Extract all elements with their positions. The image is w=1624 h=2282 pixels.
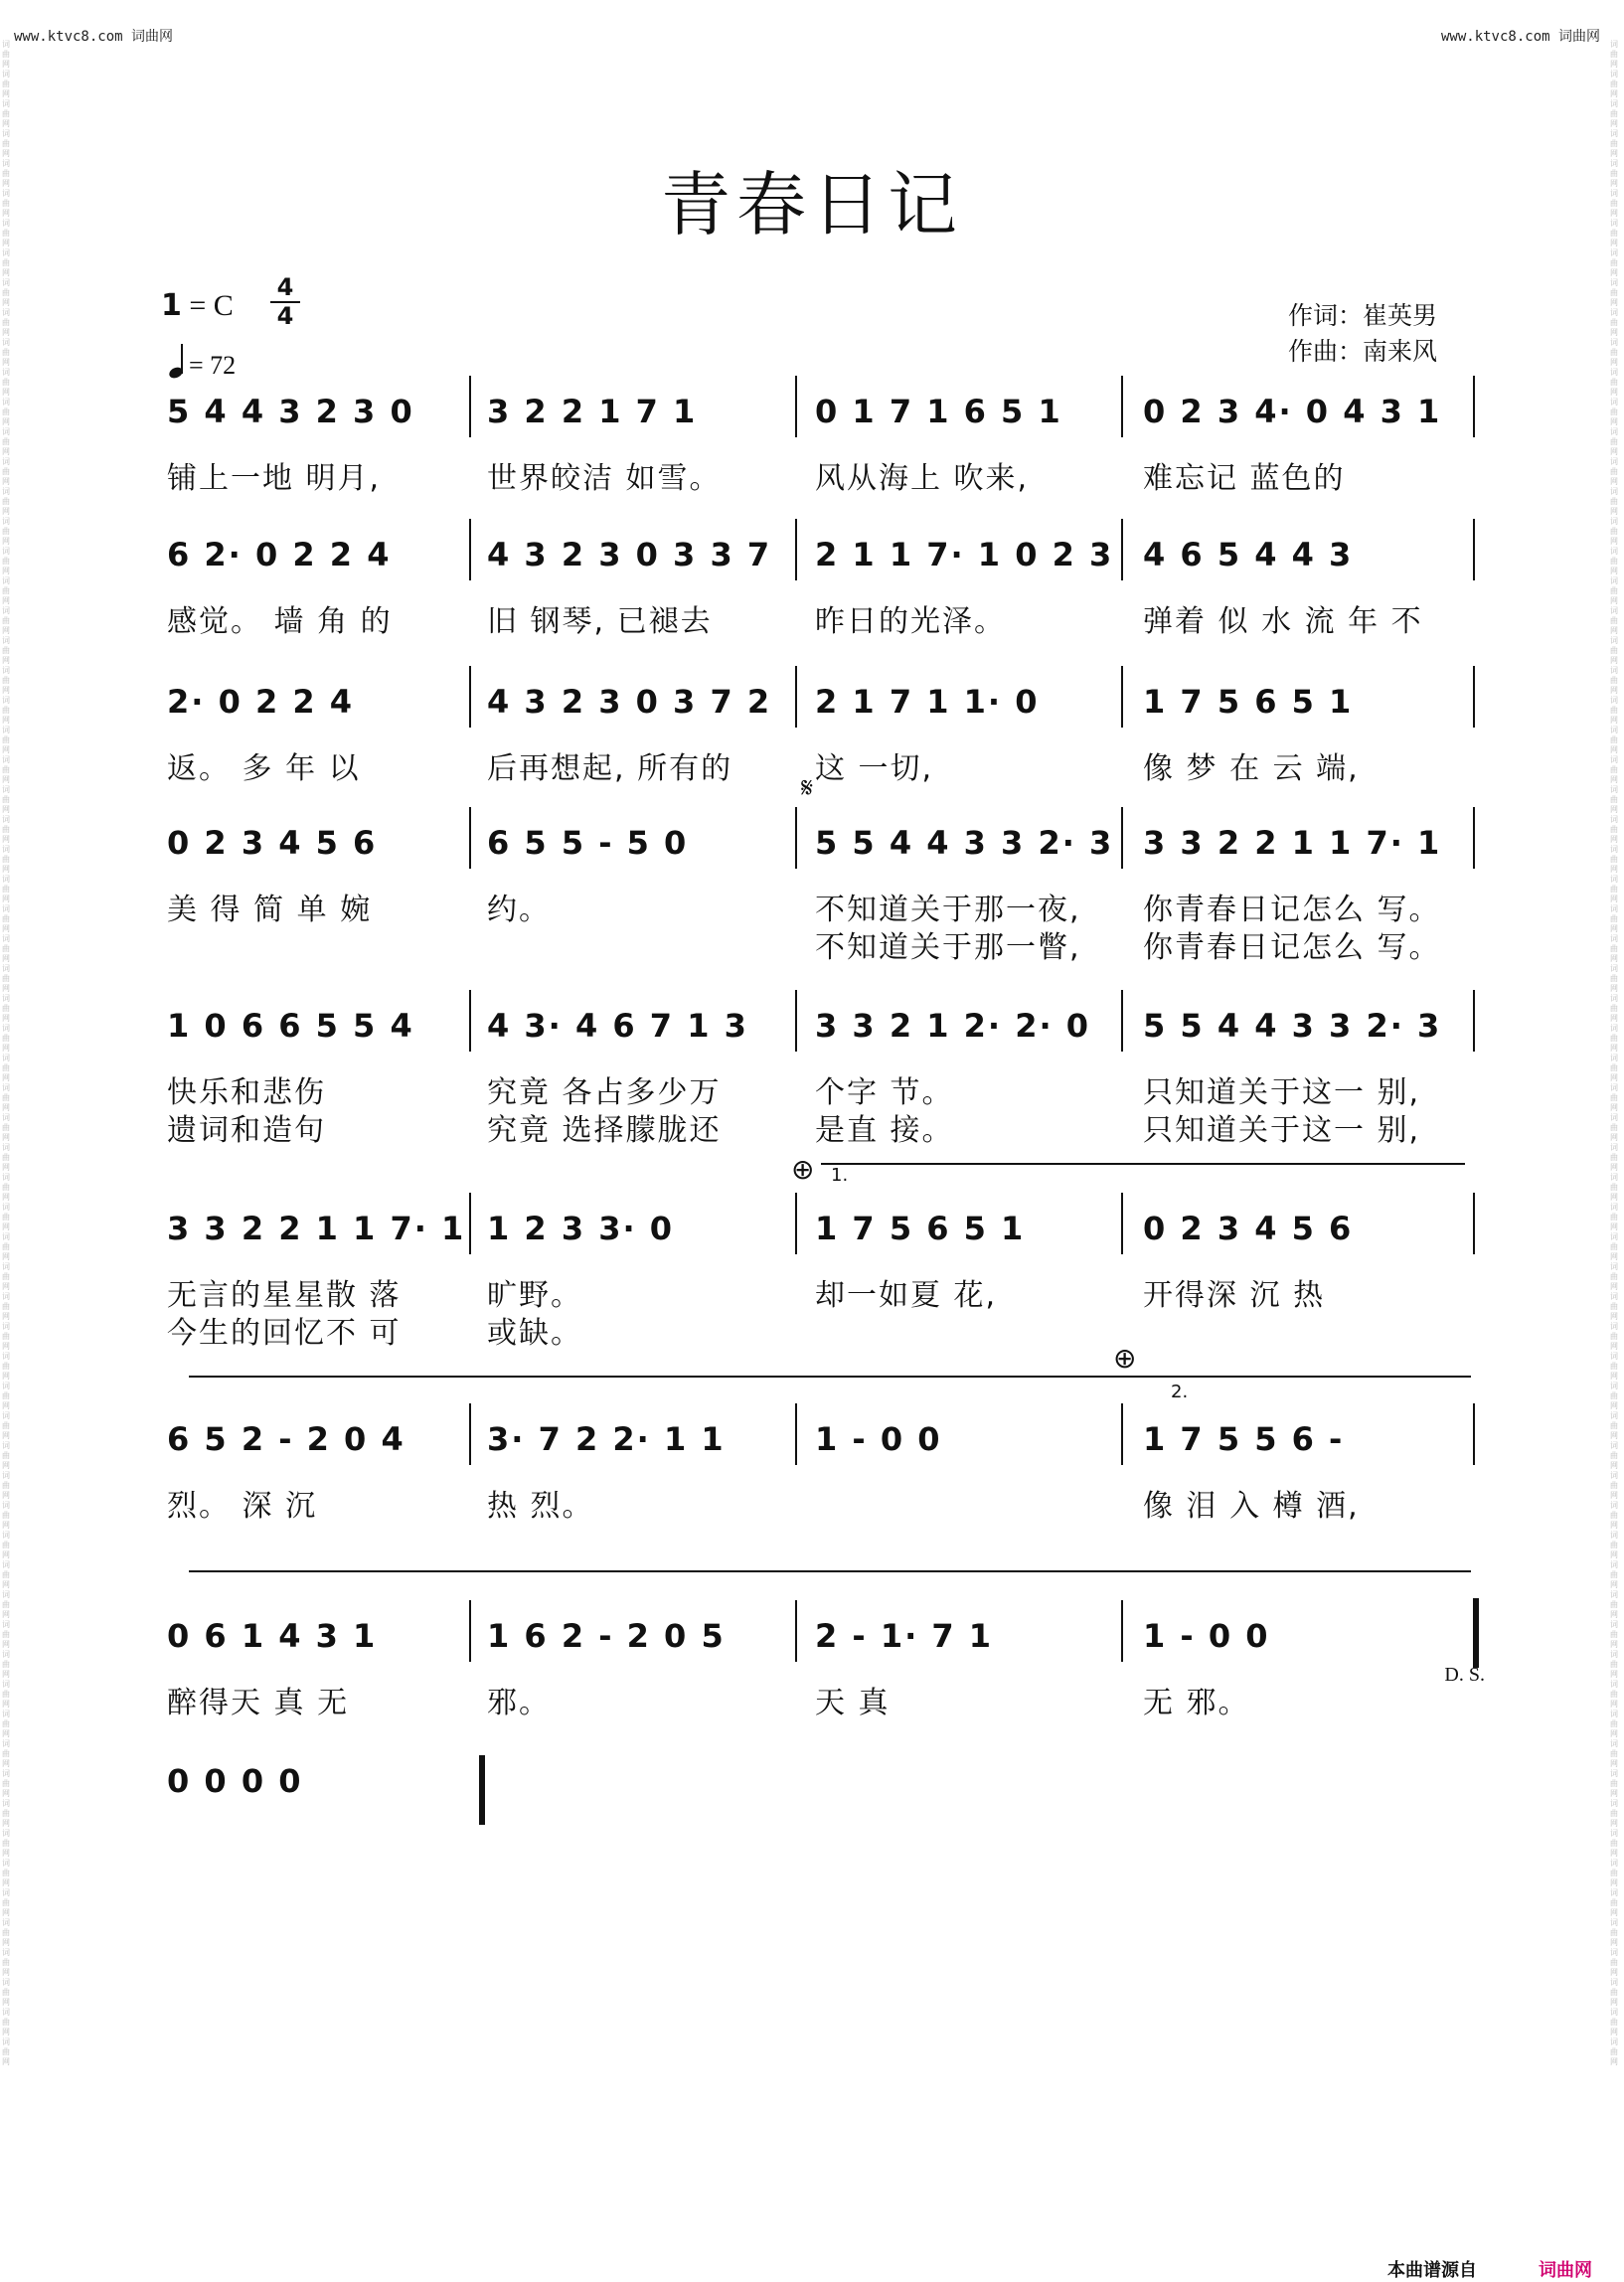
lyric-segment: 美 得 简 单 婉 (167, 893, 373, 927)
measure: 5 4 4 3 2 3 0 (167, 393, 414, 430)
volta-1-label: 1. (831, 1165, 849, 1186)
measure: 1 7 5 6 5 1 (1143, 683, 1354, 721)
measure: 1 2 3 3· 0 (487, 1210, 675, 1247)
lyric-segment: 你青春日记怎么 写。 (1143, 930, 1441, 965)
lyric-segment: 无 邪。 (1143, 1686, 1250, 1720)
measure: 0 2 3 4 5 6 (167, 824, 378, 862)
footer-site: 词曲网 (1539, 2260, 1592, 2281)
lyric-segment: 天 真 (815, 1686, 891, 1720)
barline (795, 1600, 797, 1662)
time-signature (270, 274, 300, 330)
barline (1473, 807, 1475, 869)
barline (795, 376, 797, 437)
lyric-segment: 今生的回忆不 可 (167, 1316, 402, 1351)
staff-row (0, 382, 1624, 441)
lyric-segment: 返。 多 年 以 (167, 751, 361, 786)
barline (1473, 666, 1475, 728)
measure: 6 5 5 - 5 0 (487, 824, 689, 862)
measure: 2· 0 2 2 4 (167, 683, 355, 721)
barline (1121, 376, 1123, 437)
barline (1473, 1193, 1475, 1254)
song-title: 青春日记 (661, 164, 963, 245)
lyric-segment: 不知道关于那一夜, (815, 893, 1081, 927)
staff-row (0, 1606, 1624, 1666)
measure: 3 3 2 2 1 1 7· 1 (167, 1210, 466, 1247)
lyric-segment: 感觉。 墙 角 的 (167, 604, 393, 639)
barline (1121, 1193, 1123, 1254)
ds-marking: D. S. (1444, 1664, 1485, 1686)
barline (469, 519, 471, 580)
measure: 1 - 0 0 (815, 1420, 942, 1458)
lyric-segment: 难忘记 蓝色的 (1143, 461, 1346, 496)
measure: 1 - 0 0 (1143, 1617, 1270, 1655)
barline (1121, 1403, 1123, 1465)
barline (1473, 376, 1475, 437)
barline (795, 807, 797, 869)
final-barline (1473, 1598, 1479, 1668)
lyric-segment: 你青春日记怎么 写。 (1143, 893, 1441, 927)
lyricist: 作词：崔英男 (1288, 301, 1438, 330)
watermark-right: 词曲网词曲网词曲网词曲网词曲网词曲网词曲网词曲网词曲网词曲网词曲网词曲网词曲网词曲网词曲网词曲网词曲网词曲网词曲网词曲网词曲网词曲网词曲网词曲网词曲网词曲网词曲网词曲网词曲网词曲网词曲网词曲网词曲网词曲网词曲网词曲网词曲网词曲网词曲网词曲网词曲网词曲网词曲网词曲网词曲网词曲网词曲网词曲网词曲网词曲网词曲网词曲网词曲网词曲网词曲网词曲网词曲网词曲网词曲网词曲网词曲网词曲网词曲网词曲网词曲网词曲网词曲网词曲网 (1610, 40, 1618, 2066)
measure: 0 1 7 1 6 5 1 (815, 393, 1062, 430)
measure: 2 1 7 1 1· 0 (815, 683, 1040, 721)
measure: 6 2· 0 2 2 4 (167, 536, 392, 573)
volta-2-line-cont (189, 1570, 1471, 1572)
quarter-note-icon (169, 344, 189, 378)
barline (1121, 807, 1123, 869)
tempo-marking (169, 344, 236, 381)
measure: 1 6 2 - 2 0 5 (487, 1617, 726, 1655)
lyric-segment: 是直 接。 (815, 1113, 954, 1148)
staff-row (0, 1409, 1624, 1469)
lyric-segment: 铺上一地 明月, (167, 461, 382, 496)
lyric-segment: 只知道关于这一 别, (1143, 1075, 1421, 1110)
measure: 3 2 2 1 7 1 (487, 393, 698, 430)
barline (795, 666, 797, 728)
barline (469, 376, 471, 437)
lyric-segment: 这 一切, (815, 751, 934, 786)
lyric-segment: 风从海上 吹来, (815, 461, 1030, 496)
measure: 4 3· 4 6 7 1 3 (487, 1007, 748, 1045)
lyric-segment: 个字 节。 (815, 1075, 954, 1110)
time-signature-bottom: 4 (276, 302, 294, 330)
lyric-segment: 邪。 (487, 1686, 551, 1720)
staff-row (0, 525, 1624, 584)
measure: 0 0 0 0 (167, 1762, 303, 1800)
barline (795, 990, 797, 1052)
barline (1473, 1403, 1475, 1465)
measure: 4 3 2 3 0 3 3 7 (487, 536, 772, 573)
segno-icon: 𝄋 (801, 771, 814, 804)
lyric-segment: 像 梦 在 云 端, (1143, 751, 1360, 786)
staff-row (0, 996, 1624, 1056)
measure: 4 6 5 4 4 3 (1143, 536, 1354, 573)
measure: 0 2 3 4· 0 4 3 1 (1143, 393, 1442, 430)
measure: 3 3 2 1 2· 2· 0 (815, 1007, 1091, 1045)
staff-row (0, 672, 1624, 732)
end-barline (479, 1755, 485, 1825)
lyric-segment: 昨日的光泽。 (815, 604, 1006, 639)
measure: 5 5 4 4 3 3 2· 3 (1143, 1007, 1442, 1045)
header-left-url: www.ktvc8.com 词曲网 (14, 29, 174, 45)
measure: 2 - 1· 7 1 (815, 1617, 994, 1655)
measure: 4 3 2 3 0 3 7 2 (487, 683, 772, 721)
barline (795, 1193, 797, 1254)
lyric-segment: 热 烈。 (487, 1489, 594, 1524)
lyric-segment: 或缺。 (487, 1316, 582, 1351)
lyric-segment: 无言的星星散 落 (167, 1278, 402, 1313)
barline (1121, 1600, 1123, 1662)
lyric-segment: 像 泪 入 樽 酒, (1143, 1489, 1360, 1524)
lyric-segment: 世界皎洁 如雪。 (487, 461, 722, 496)
measure: 0 6 1 4 3 1 (167, 1617, 378, 1655)
measure: 1 7 5 6 5 1 (815, 1210, 1026, 1247)
barline (469, 1193, 471, 1254)
staff-row (0, 1751, 1624, 1811)
barline (1473, 519, 1475, 580)
barline (795, 1403, 797, 1465)
tempo-value: = 72 (189, 351, 237, 380)
lyric-segment: 后再想起, 所有的 (487, 751, 733, 786)
lyric-segment: 遗词和造句 (167, 1113, 326, 1148)
lyric-segment: 烈。 深 沉 (167, 1489, 318, 1524)
lyric-segment: 究竟 各占多少万 (487, 1075, 722, 1110)
lyric-segment: 究竟 选择朦胧还 (487, 1113, 722, 1148)
measure: 1 0 6 6 5 5 4 (167, 1007, 414, 1045)
barline (1121, 519, 1123, 580)
lyric-segment: 开得深 沉 热 (1143, 1278, 1326, 1313)
measure: 0 2 3 4 5 6 (1143, 1210, 1354, 1247)
measure: 2 1 1 7· 1 0 2 3 (815, 536, 1114, 573)
barline (1121, 666, 1123, 728)
lyric-segment: 约。 (487, 893, 551, 927)
measure: 5 5 4 4 3 3 2· 3 (815, 824, 1114, 862)
measure: 1 7 5 5 6 - (1143, 1420, 1345, 1458)
barline (469, 666, 471, 728)
barline (469, 990, 471, 1052)
lyric-segment: 只知道关于这一 别, (1143, 1113, 1421, 1148)
lyric-segment: 旷野。 (487, 1278, 582, 1313)
lyric-segment: 醉得天 真 无 (167, 1686, 350, 1720)
barline (469, 1403, 471, 1465)
barline (469, 1600, 471, 1662)
measure: 3· 7 2 2· 1 1 (487, 1420, 726, 1458)
staff-row (0, 1199, 1624, 1258)
volta-2-label: 2. (1171, 1382, 1189, 1402)
barline (795, 519, 797, 580)
barline (469, 807, 471, 869)
lyric-segment: 快乐和悲伤 (167, 1075, 326, 1110)
volta-2-line (189, 1376, 1471, 1378)
coda-icon-2: ⊕ (1113, 1342, 1137, 1375)
header-right-url: www.ktvc8.com 词曲网 (1440, 29, 1600, 45)
credits (1288, 298, 1437, 370)
footer-source: 本曲谱源自 (1387, 2260, 1477, 2281)
time-signature-top: 4 (270, 274, 300, 303)
composer: 作曲：南来风 (1288, 337, 1438, 366)
barline (1473, 990, 1475, 1052)
key-signature: 1 = C (161, 288, 234, 323)
volta-1-line (821, 1163, 1465, 1165)
watermark-left: 词曲网词曲网词曲网词曲网词曲网词曲网词曲网词曲网词曲网词曲网词曲网词曲网词曲网词曲网词曲网词曲网词曲网词曲网词曲网词曲网词曲网词曲网词曲网词曲网词曲网词曲网词曲网词曲网词曲网词曲网词曲网词曲网词曲网词曲网词曲网词曲网词曲网词曲网词曲网词曲网词曲网词曲网词曲网词曲网词曲网词曲网词曲网词曲网词曲网词曲网词曲网词曲网词曲网词曲网词曲网词曲网词曲网词曲网词曲网词曲网词曲网词曲网词曲网词曲网词曲网词曲网词曲网词曲网 (2, 40, 10, 2066)
measure: 3 3 2 2 1 1 7· 1 (1143, 824, 1442, 862)
lyric-segment: 却一如夏 花, (815, 1278, 998, 1313)
coda-icon-1: ⊕ (791, 1153, 815, 1186)
lyric-segment: 旧 钢琴, 已褪去 (487, 604, 713, 639)
lyric-segment: 不知道关于那一瞥, (815, 930, 1081, 965)
staff-row (0, 813, 1624, 873)
lyric-segment: 弹着 似 水 流 年 不 (1143, 604, 1423, 639)
barline (1121, 990, 1123, 1052)
measure: 6 5 2 - 2 0 4 (167, 1420, 406, 1458)
